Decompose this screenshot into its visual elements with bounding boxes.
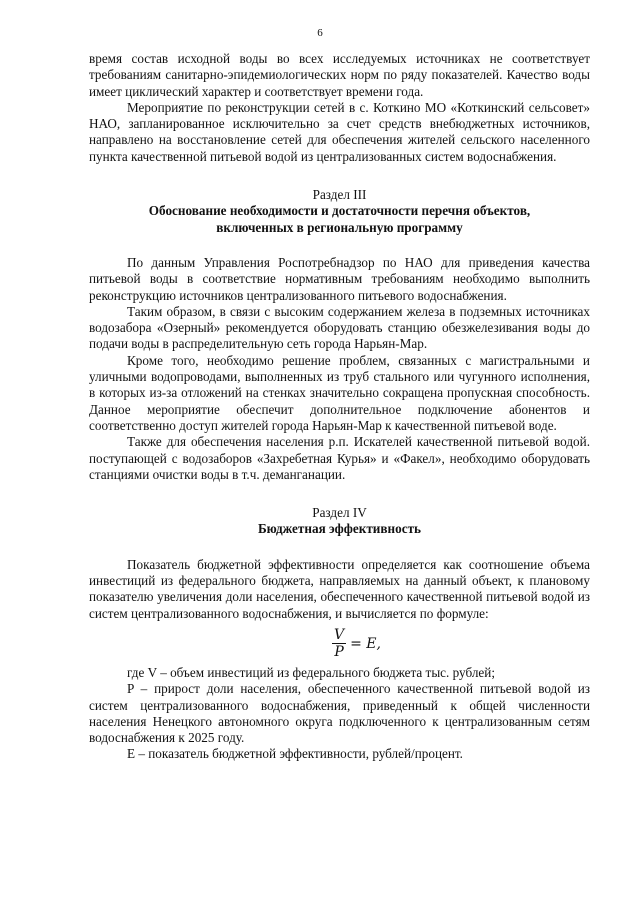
section-3-paragraph-1: По данным Управления Роспотребнадзор по НАО для приведения качества питьевой воды в соответствие нормативным требованиям необходимо выполнить реконструкцию источников централизованного питьевого водоснабжения. — [89, 254, 590, 303]
formula-denominator: P — [334, 644, 344, 661]
page-number: 6 — [317, 27, 323, 39]
formula-numerator: V — [334, 627, 345, 644]
formula-fraction — [332, 627, 346, 660]
section-4-paragraph-1: Показатель бюджетной эффективности определяется как соотношение объема инвестиций из федерального бюджета, направляемых на данный объект, к плановому показателю увеличения доли населения, обеспеченного качественной питьевой водой из систем централизованного водоснабжения, и вычисляется по формуле: — [89, 556, 590, 621]
page-content — [89, 51, 590, 763]
section-3-paragraph-4: Также для обеспечения населения р.п. Искателей качественной питьевой водой. поступающей с водозаборов «Захребетная Курья» и «Факел», необходимо оборудовать станциями очистки воды в т.ч. деманганации. — [89, 434, 590, 482]
section-3-label: Раздел III — [312, 187, 367, 203]
definition-p: P – прирост доли населения, обеспеченного качественной питьевой водой из систем централизованного водоснабжения, приведенный к общей численности населения Ненецкого автономного округа подключенного к централизованным сетям водоснабжения к 2025 году. — [89, 681, 590, 746]
definition-e: E – показатель бюджетной эффективности, рублей/процент. — [127, 746, 463, 762]
section-3-paragraph-2: Таким образом, в связи с высоким содержанием железа в подземных источниках водозабора «Озерный» рекомендуется оборудовать станцию обезжелезивания воды до подачи воды в распределительную сеть города Нарьян-Мар. — [89, 303, 590, 352]
efficiency-formula — [123, 626, 590, 662]
formula-result: = E, — [350, 635, 381, 652]
section-4-title: Бюджетная эффективность — [257, 521, 422, 537]
section-3-title — [89, 203, 590, 236]
section-3-heading — [89, 187, 590, 236]
section-3-title-line-2: включенных в региональную программу — [216, 219, 463, 235]
intro-paragraph-1: время состав исходной воды во всех исследуемых источниках не соответствует требованиям санитарно-эпидемиологических норм по ряду показателей. Качество воды имеет циклический характер и соответствует времени года. — [89, 51, 590, 99]
section-3-paragraph-3: Кроме того, необходимо решение проблем, связанных с магистральными и уличными водопроводами, выполненных из труб стального или чугунного исполнения, в которых из-за отложений на стенках значительно сокращена пропускная способность. Данное мероприятие обеспечит дополнительное подключение абонентов и соответственно доступ жителей города Нарьян-Мар к качественной питьевой воде. — [89, 352, 590, 433]
intro-paragraph-2: Мероприятие по реконструкции сетей в с. Коткино МО «Коткинский сельсовет» НАО, запланированное исключительно за счет средств внебюджетных источников, направлено на восстановление сетей для обеспечения жителей сельского населенного пункта качественной питьевой водой из централизованных систем водоснабжения. — [89, 99, 590, 164]
section-4-heading — [89, 505, 590, 538]
section-3-title-line-1: Обоснование необходимости и достаточности перечня объектов, — [148, 203, 531, 219]
section-4-label: Раздел IV — [312, 505, 367, 521]
definition-v: где V – объем инвестиций из федерального бюджета тыс. рублей; — [127, 664, 496, 680]
